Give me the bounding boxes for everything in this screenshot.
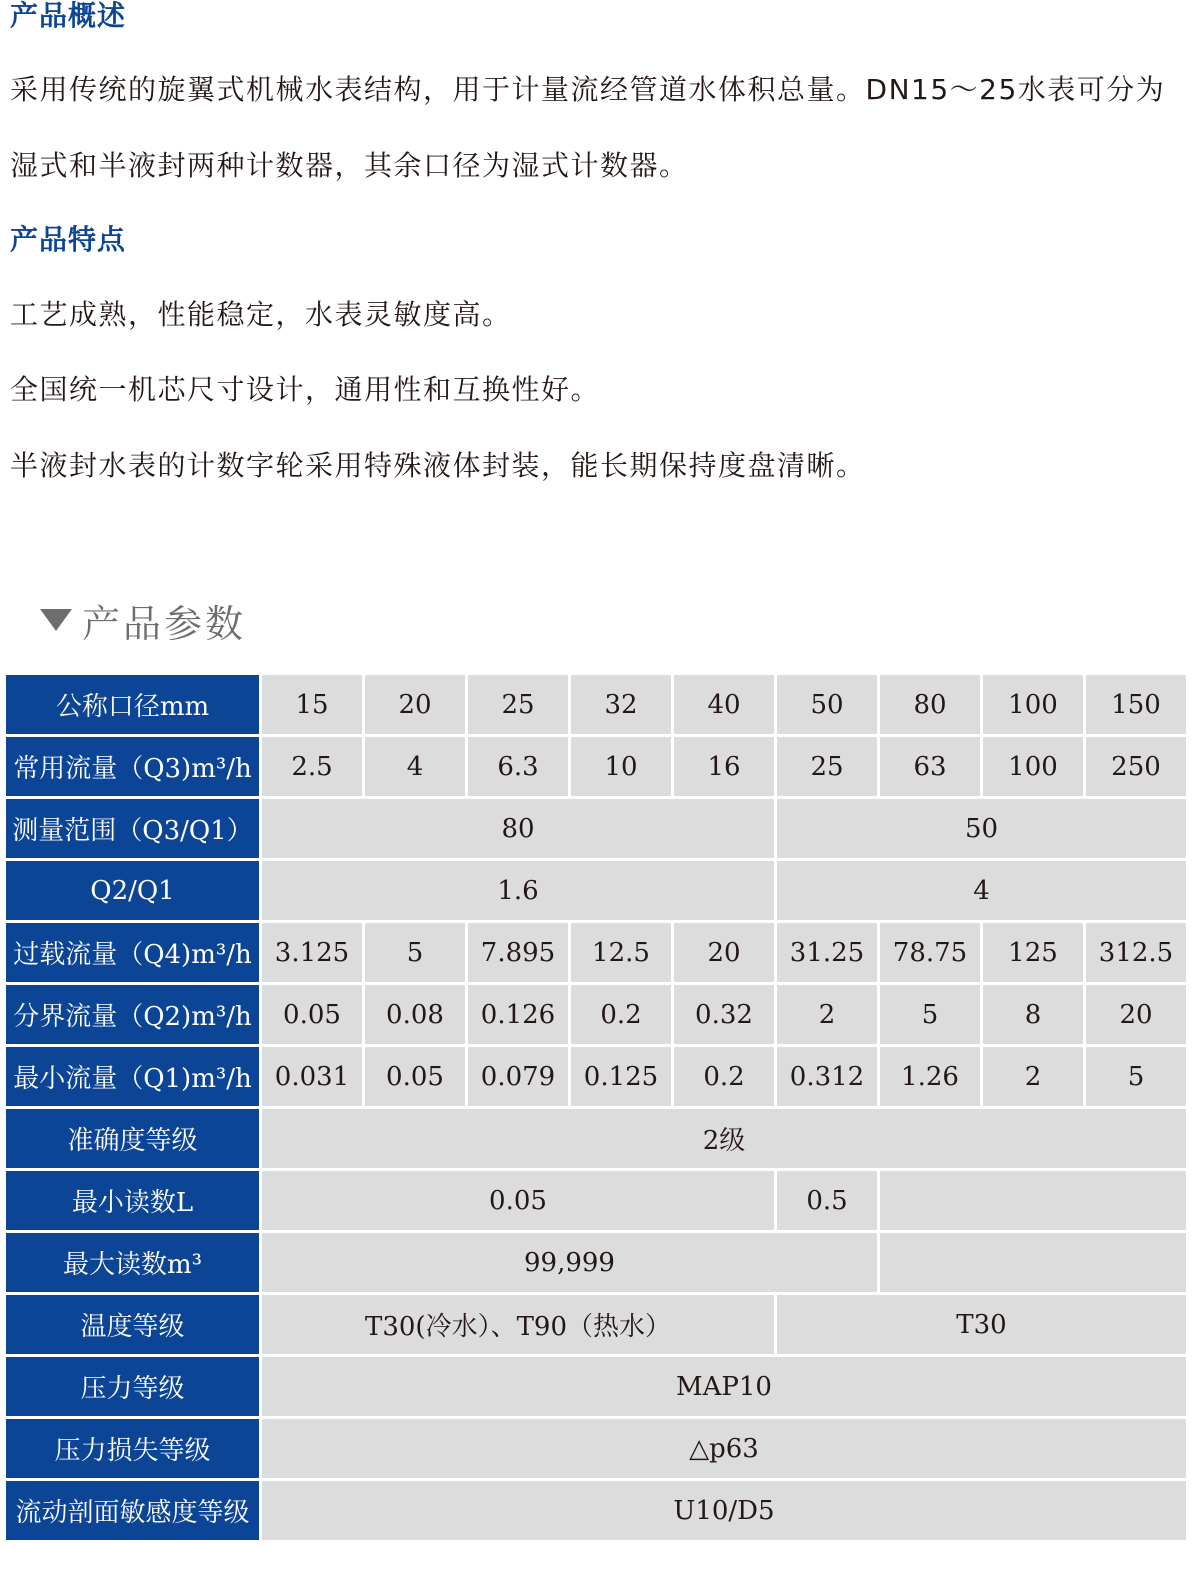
empty-cell [880,1233,1186,1292]
table-cell: 0.126 [468,985,568,1044]
table-cell: 100 [983,737,1083,796]
row-label: 最小读数L [6,1171,259,1230]
row-label: 公称口径mm [6,675,259,734]
feature-item-3: 半液封水表的计数字轮采用特殊液体封装，能长期保持度盘清晰。 [10,449,866,482]
table-cell: 12.5 [571,923,671,982]
table-cell: 0.312 [777,1047,877,1106]
row-label: 过载流量（Q4)m³/h [6,923,259,982]
row-nominal [6,675,1186,734]
row-label: 压力损失等级 [6,1419,259,1478]
table-cell: 20 [365,675,465,734]
table-cell: 40 [674,675,774,734]
table-cell: 0.32 [674,985,774,1044]
table-cell: 1.6 [262,861,774,920]
table-cell: 5 [365,923,465,982]
table-cell: 63 [880,737,980,796]
table-cell: 16 [674,737,774,796]
table-cell: 78.75 [880,923,980,982]
table-cell: 20 [1086,985,1186,1044]
table-cell: 312.5 [1086,923,1186,982]
feature-item-2: 全国统一机芯尺寸设计，通用性和互换性好。 [10,373,601,406]
table-cell: 100 [983,675,1083,734]
table-cell: 4 [365,737,465,796]
table-cell: 25 [777,737,877,796]
table-cell: 2级 [262,1109,1186,1168]
table-cell: 4 [777,861,1186,920]
params-title-text: 产品参数 [82,601,247,646]
row-pressure [6,1357,1186,1416]
table-cell: △p63 [262,1419,1186,1478]
table-cell: 0.2 [674,1047,774,1106]
triangle-down-icon [40,609,72,631]
table-cell: 6.3 [468,737,568,796]
row-label: 最小流量（Q1)m³/h [6,1047,259,1106]
table-cell: T30 [777,1295,1186,1354]
overview-heading: 产品概述 [10,0,127,32]
row-q3 [6,737,1186,796]
table-cell: 8 [983,985,1083,1044]
row-q1 [6,1047,1186,1106]
row-label: 准确度等级 [6,1109,259,1168]
table-cell: 0.079 [468,1047,568,1106]
table-cell: 2 [777,985,877,1044]
spec-table [3,672,1189,1543]
table-cell: 0.031 [262,1047,362,1106]
row-label: 温度等级 [6,1295,259,1354]
table-cell: U10/D5 [262,1481,1186,1540]
table-cell: 0.05 [262,985,362,1044]
table-cell: 0.08 [365,985,465,1044]
table-cell: 125 [983,923,1083,982]
table-cell: 2.5 [262,737,362,796]
table-cell: 80 [262,799,774,858]
table-cell: 3.125 [262,923,362,982]
row-label: 最大读数m³ [6,1233,259,1292]
table-cell: 25 [468,675,568,734]
row-q4 [6,923,1186,982]
table-cell: 250 [1086,737,1186,796]
features-heading: 产品特点 [10,223,127,256]
row-q2q1 [6,861,1186,920]
table-cell: 1.26 [880,1047,980,1106]
table-cell: MAP10 [262,1357,1186,1416]
table-cell: 50 [777,675,877,734]
row-temp [6,1295,1186,1354]
overview-line-2: 湿式和半液封两种计数器，其余口径为湿式计数器。 [10,149,689,182]
table-cell: 80 [880,675,980,734]
row-maxread [6,1233,1186,1292]
params-section-title [40,598,247,646]
row-minread [6,1171,1186,1230]
row-q2 [6,985,1186,1044]
table-cell: 150 [1086,675,1186,734]
overview-line-1: 采用传统的旋翼式机械水表结构，用于计量流经管道水体积总量。DN15～25水表可分为 [10,73,1166,106]
row-label: 测量范围（Q3/Q1） [6,799,259,858]
table-cell: T30(冷水）、T90（热水） [262,1295,774,1354]
empty-cell [880,1171,1186,1230]
row-label: 分界流量（Q2)m³/h [6,985,259,1044]
table-cell: 0.2 [571,985,671,1044]
table-cell: 31.25 [777,923,877,982]
table-cell: 7.895 [468,923,568,982]
row-label: 压力等级 [6,1357,259,1416]
table-cell: 99,999 [262,1233,877,1292]
row-label: 流动剖面敏感度等级 [6,1481,259,1540]
row-flow [6,1481,1186,1540]
row-label: Q2/Q1 [6,861,259,920]
table-cell: 32 [571,675,671,734]
row-ploss [6,1419,1186,1478]
table-cell: 0.05 [365,1047,465,1106]
table-cell: 5 [880,985,980,1044]
table-cell: 2 [983,1047,1083,1106]
table-cell: 0.05 [262,1171,774,1230]
row-accuracy [6,1109,1186,1168]
table-cell: 50 [777,799,1186,858]
table-cell: 15 [262,675,362,734]
feature-item-1: 工艺成熟，性能稳定，水表灵敏度高。 [10,298,512,331]
table-cell: 0.5 [777,1171,877,1230]
table-cell: 5 [1086,1047,1186,1106]
row-range [6,799,1186,858]
table-cell: 0.125 [571,1047,671,1106]
table-cell: 20 [674,923,774,982]
table-cell: 10 [571,737,671,796]
row-label: 常用流量（Q3)m³/h [6,737,259,796]
